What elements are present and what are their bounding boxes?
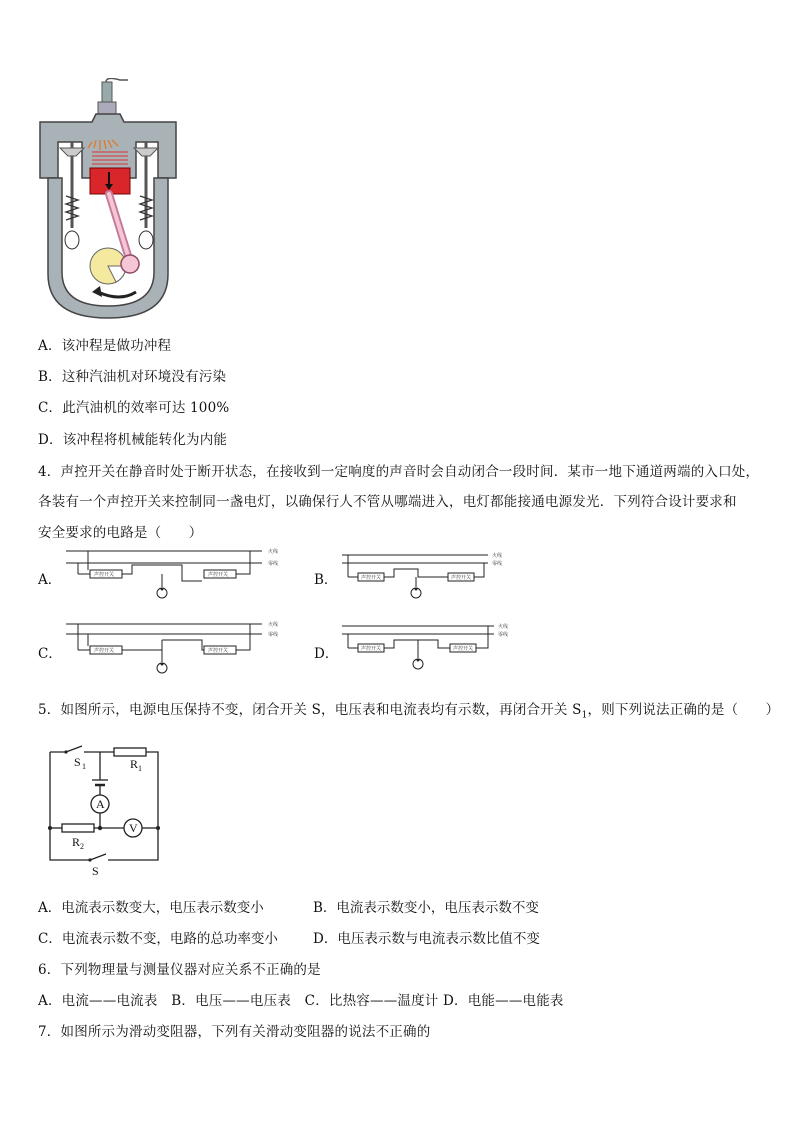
q4-circuit-a	[62, 545, 290, 607]
q5-stem-tail: ，则下列说法正确的是（ ）	[587, 702, 780, 718]
q4-stem-line-1: 4．声控开关在静音时处于断开状态，在接收到一定响度的声音时会自动闭合一段时间．某市一地下通道两端的入口处，	[38, 464, 760, 480]
q4-circuit-b	[338, 549, 514, 605]
q5-circuit	[38, 740, 168, 880]
svg-text:声控开关: 声控开关	[453, 646, 474, 652]
engine-diagram	[36, 78, 182, 322]
q5-stem-sub: 1	[581, 710, 588, 721]
q4-stem-line-2: 各装有一个声控开关来控制同一盏电灯，以确保行人不管从哪端进入，电灯都能接通电源发光．下列符合设计要求和	[38, 494, 737, 510]
q4-option-d-label: D．	[314, 646, 339, 662]
q4-option-a-label: A．	[38, 572, 62, 588]
q6-stem: 6．下列物理量与测量仪器对应关系不正确的是	[38, 962, 321, 978]
q5-stem	[38, 698, 779, 721]
q5-option-b: B．电流表示数变小，电压表示数不变	[313, 900, 539, 916]
q5-option-d: D．电压表示数与电流表示数比值不变	[313, 931, 540, 947]
svg-text:声控开关: 声控开关	[94, 572, 115, 578]
q3-option-d: D．该冲程将机械能转化为内能	[38, 432, 228, 448]
svg-text:2: 2	[80, 842, 84, 851]
svg-text:零线: 零线	[492, 561, 503, 567]
svg-text:火线: 火线	[498, 624, 509, 630]
svg-text:A: A	[96, 797, 105, 811]
q4-option-c-label: C．	[38, 646, 62, 662]
svg-text:1: 1	[138, 764, 142, 773]
svg-text:R: R	[130, 757, 139, 771]
svg-text:声控开关: 声控开关	[451, 575, 472, 581]
svg-text:声控开关: 声控开关	[361, 575, 382, 581]
q5-option-a: A．电流表示数变大，电压表示数变小	[38, 900, 264, 916]
svg-text:声控开关: 声控开关	[208, 648, 229, 654]
q5-stem-text: 5．如图所示，电源电压保持不变，闭合开关 S，电压表和电流表均有示数，再闭合开关 S	[38, 702, 582, 718]
svg-text:S: S	[92, 864, 99, 878]
q3-option-a: A．该冲程是做功冲程	[38, 338, 172, 354]
q4-circuit-c	[62, 618, 290, 680]
svg-text:R: R	[72, 835, 81, 849]
svg-text:零线: 零线	[268, 561, 279, 567]
svg-text:声控开关: 声控开关	[94, 648, 115, 654]
svg-text:火线: 火线	[492, 553, 503, 559]
q6-options: A．电流——电流表 B．电压——电压表 C．比热容——温度计 D．电能——电能表	[38, 993, 564, 1009]
q3-option-b: B．这种汽油机对环境没有污染	[38, 369, 227, 385]
q4-option-b-label: B．	[314, 572, 338, 588]
svg-text:V: V	[129, 821, 138, 835]
svg-text:火线: 火线	[268, 622, 279, 628]
svg-text:S: S	[74, 755, 81, 769]
svg-text:火线: 火线	[268, 549, 279, 555]
svg-text:声控开关: 声控开关	[208, 572, 229, 578]
svg-text:1: 1	[82, 762, 86, 771]
q7-stem: 7．如图所示为滑动变阻器，下列有关滑动变阻器的说法不正确的	[38, 1024, 431, 1040]
svg-text:声控开关: 声控开关	[361, 646, 382, 652]
q3-option-c: C．此汽油机的效率可达 100%	[38, 400, 230, 416]
q4-stem-line-3: 安全要求的电路是（ ）	[38, 525, 203, 541]
svg-text:零线: 零线	[268, 632, 279, 638]
q4-circuit-d	[338, 620, 522, 676]
svg-text:零线: 零线	[498, 632, 509, 638]
q5-option-c: C．电流表示数不变，电路的总功率变小	[38, 931, 278, 947]
